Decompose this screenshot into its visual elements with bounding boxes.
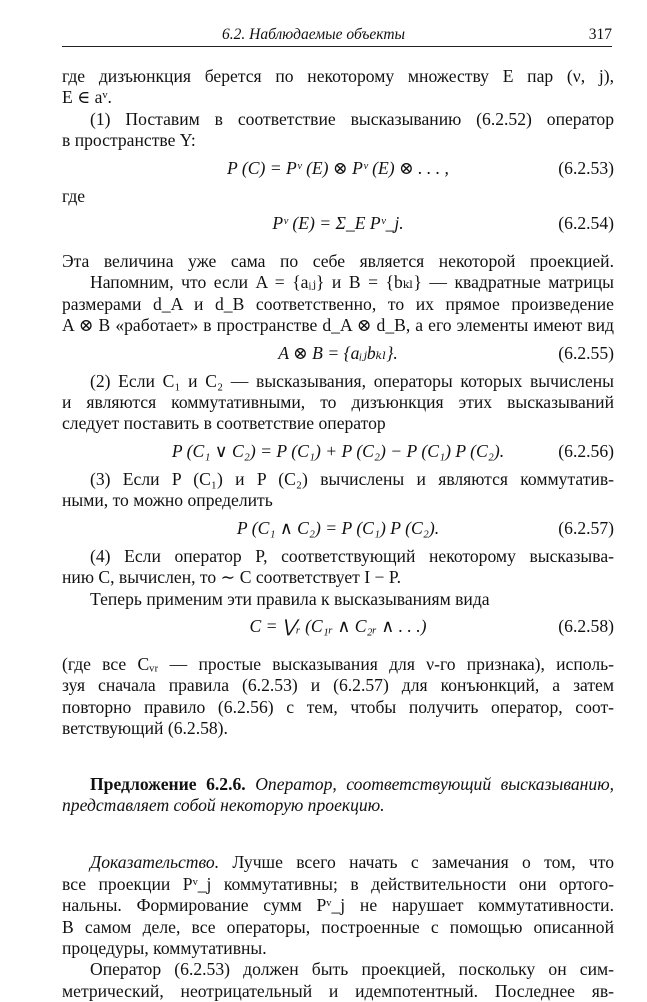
proposition-line: [62, 774, 614, 795]
text-line: в пространстве Y:: [62, 130, 196, 151]
text-line: и являются коммутативными, то дизъюнкция этих высказываний: [62, 392, 614, 413]
proof-text: Лучше всего начать с замечания о том, что: [232, 852, 614, 873]
text-line: Напомним, что если A = {aᵢⱼ} и B = {bₖₗ} — квадратные матрицы: [90, 272, 614, 293]
equation-formula: C = ⋁ᵣ (C₁ᵣ ∧ C₂ᵣ ∧ . . .): [249, 615, 427, 636]
text-line: (2) Если C₁ и C₂ — высказывания, операторы которых вычислены: [90, 370, 614, 391]
equation-number: (6.2.58): [558, 615, 614, 636]
proof: [62, 852, 614, 1002]
equation-formula: Pᵛ (E) = Σ_E Pᵛ_j.: [272, 213, 404, 234]
chapter-title: 6.2. Наблюдаемые объекты: [222, 26, 406, 43]
text-line: процедуры, коммутативны.: [62, 937, 267, 958]
text-line: следует поставить в соответствие оператор: [62, 413, 386, 434]
equation-number: (6.2.55): [558, 342, 614, 363]
proposition-statement: Оператор, соответствующий высказыванию,: [255, 773, 614, 794]
text-line: где дизъюнкция берется по некоторому множеству E пар (ν, j),: [62, 66, 614, 86]
text-line: повторно правило (6.2.56) с тем, чтобы получить оператор, соот-: [62, 696, 614, 717]
equation-6-2-53: [62, 152, 614, 186]
equation-6-2-56: [62, 435, 614, 469]
text-line: (4) Если оператор P, соответствующий некоторому высказыва-: [90, 545, 614, 566]
equation-formula: P (C₁ ∨ C₂) = P (C₁) + P (C₂) − P (C₁) P (C₂).: [171, 440, 505, 461]
proposition-title: Предложение 6.2.6.: [90, 773, 246, 794]
text-line: (1) Поставим в соответствие высказыванию (6.2.52) оператор: [90, 108, 614, 129]
text-line: A ⊗ B «работает» в пространстве d_A ⊗ d_B, а его элементы имеют вид: [62, 315, 614, 336]
equation-number: (6.2.56): [558, 440, 614, 461]
text-line: нию C, вычислен, то ∼ C соответствует I − P.: [62, 567, 402, 588]
text-line: зуя сначала правила (6.2.53) и (6.2.57) для конъюнкций, а затем: [62, 675, 614, 696]
equation-number: (6.2.54): [558, 213, 614, 234]
text-line: все проекции Pᵛ_j коммутативны; в действительности они ортого-: [62, 873, 614, 894]
proposition: [62, 774, 614, 817]
proof-line: [62, 852, 614, 873]
equation-number: (6.2.53): [558, 157, 614, 178]
equation-6-2-54: [62, 207, 614, 251]
equation-formula: P (C) = Pᵛ (E) ⊗ Pᵛ (E) ⊗ . . . ,: [227, 157, 449, 178]
equation-6-2-55: [62, 337, 614, 371]
text-line: В самом деле, все операторы, построенные с помощью описанной: [62, 916, 614, 937]
page-body: [62, 66, 614, 1002]
text-line: ными, то можно определить: [62, 490, 273, 511]
text-line: ветствующий (6.2.58).: [62, 718, 228, 739]
equation-6-2-58: [62, 610, 614, 654]
equation-number: (6.2.57): [558, 517, 614, 538]
text-line: (3) Если P (C₁) и P (C₂) вычислены и являются коммутатив-: [90, 468, 614, 489]
text-line: (где все Cᵥᵣ — простые высказывания для ν-го признака), исполь-: [62, 653, 614, 674]
proposition-statement: представляет собой некоторую проекцию.: [62, 794, 385, 815]
text-line: метрический, неотрицательный и идемпотентный. Последнее яв-: [62, 980, 614, 1001]
text-line: Оператор (6.2.53) должен быть проекцией, поскольку он сим-: [90, 959, 614, 980]
page-number: 317: [588, 26, 612, 43]
running-header: [62, 24, 612, 47]
equation-formula: P (C₁ ∧ C₂) = P (C₁) P (C₂).: [236, 517, 440, 538]
text-line: E ∈ aᵛ.: [62, 87, 112, 108]
equation-formula: A ⊗ B = {aᵢⱼbₖₗ}.: [278, 342, 398, 363]
proof-title: Доказательство.: [90, 852, 220, 873]
text-line: где: [62, 185, 86, 206]
text-line: нальны. Формирование сумм Pᵛ_j не нарушает коммутативности.: [62, 895, 614, 916]
text-line: Теперь применим эти правила к высказываниям вида: [90, 588, 490, 609]
text-line: размерами d_A и d_B соответственно, то их прямое произведение: [62, 293, 614, 314]
equation-6-2-57: [62, 512, 614, 546]
text-line: Эта величина уже сама по себе является некоторой проекцией.: [62, 251, 614, 272]
